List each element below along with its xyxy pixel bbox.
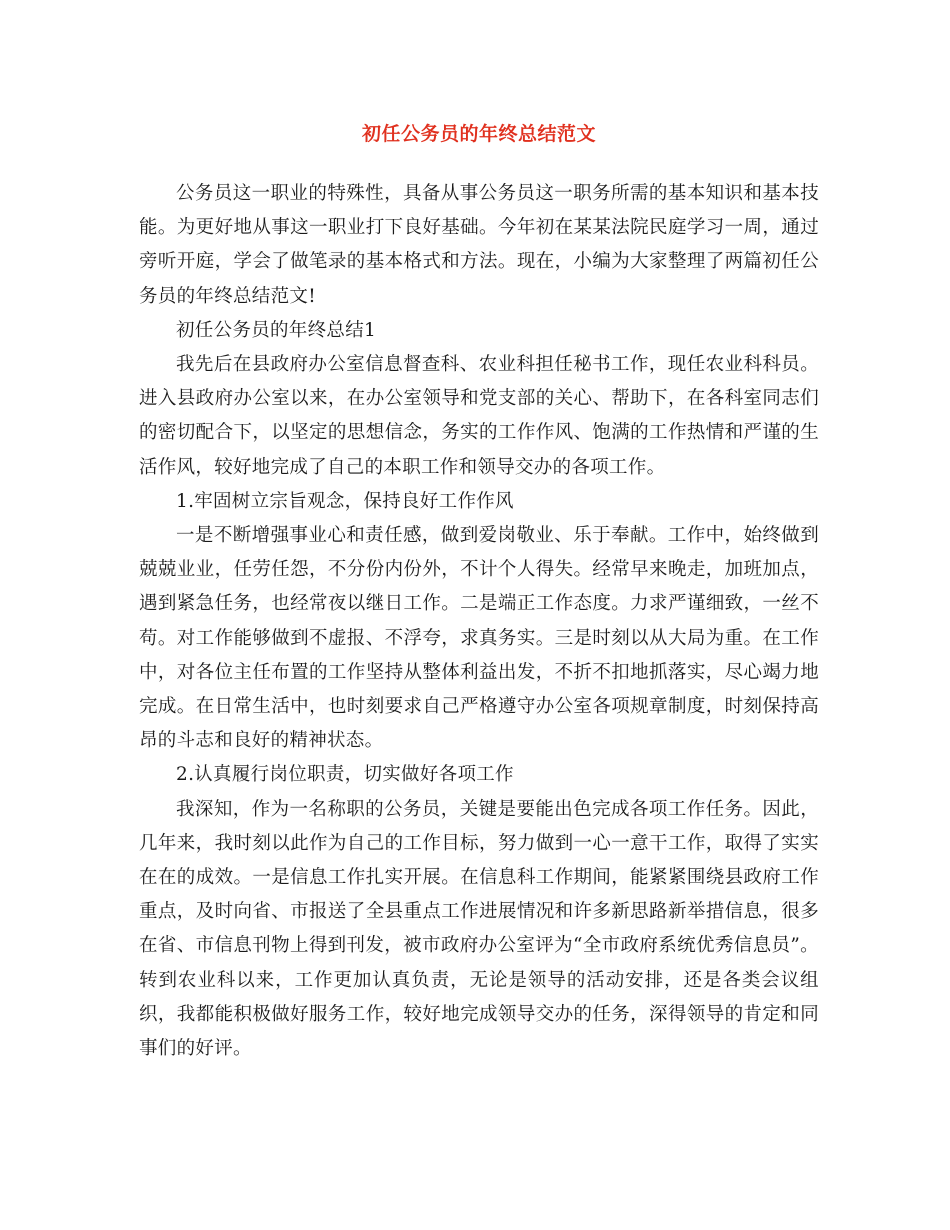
- document-title: 初任公务员的年终总结范文: [361, 123, 596, 145]
- document-page: [139, 118, 819, 1066]
- subheading-2: 2.认真履行岗位职责，切实做好各项工作: [176, 764, 514, 786]
- intro-paragraph: 公务员这一职业的特殊性，具备从事公务员这一职务所需的基本知识和基本技能。为更好地从事这一职业打下良好基础。今年初在某某法院民庭学习一周，通过旁听开庭，学会了做笔录的基本格式和方法。现在，小编为大家整理了两篇初任公务员的年终总结范文!: [139, 183, 819, 307]
- body-paragraph: 一是不断增强事业心和责任感，做到爱岗敬业、乐于奉献。工作中，始终做到兢兢业业，任劳任怨，不分份内份外，不计个人得失。经常早来晚走，加班加点，遇到紧急任务，也经常夜以继日工作。二是端正工作态度。力求严谨细致，一丝不苟。对工作能够做到不虚报、不浮夸，求真务实。三是时刻以从大局为重。在工作中，对各位主任布置的工作坚持从整体利益出发，不折不扣地抓落实，尽心竭力地完成。在日常生活中，也时刻要求自己严格遵守办公室各项规章制度，时刻保持高昂的斗志和良好的精神状态。: [139, 525, 819, 752]
- body-paragraph: 我深知，作为一名称职的公务员，关键是要能出色完成各项工作任务。因此，几年来，我时刻以此作为自己的工作目标，努力做到一心一意干工作，取得了实实在在的成效。一是信息工作扎实开展。在信息科工作期间，能紧紧围绕县政府工作重点，及时向省、市报送了全县重点工作进展情况和许多新思路新举措信息，很多在省、市信息刊物上得到刊发，被市政府办公室评为“全市政府系统优秀信息员”。转到农业科以来，工作更加认真负责，无论是领导的活动安排，还是各类会议组织，我都能积极做好服务工作，较好地完成领导交办的任务，深得领导的肯定和同事们的好评。: [139, 798, 819, 1060]
- subheading-1: 1.牢固树立宗旨观念，保持良好工作作风: [176, 490, 514, 512]
- section-heading-summary-1: 初任公务员的年终总结1: [176, 319, 377, 341]
- body-paragraph: 我先后在县政府办公室信息督查科、农业科担任秘书工作，现任农业科科员。进入县政府办公室以来，在办公室领导和党支部的关心、帮助下，在各科室同志们的密切配合下，以坚定的思想信念，务实的工作作风、饱满的工作热情和严谨的生活作风，较好地完成了自己的本职工作和领导交办的各项工作。: [139, 354, 819, 478]
